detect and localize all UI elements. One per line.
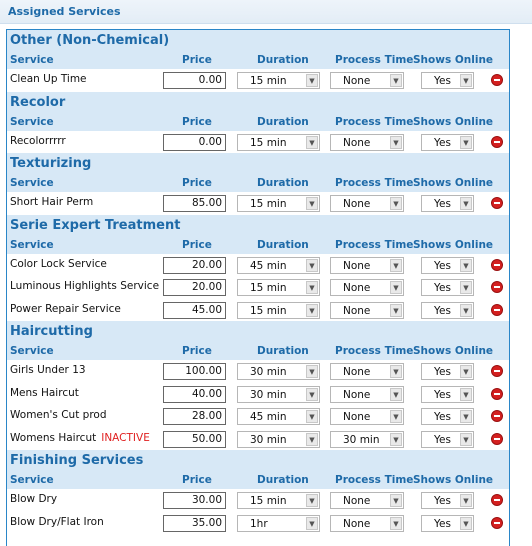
process-time-select-value: None — [343, 495, 371, 507]
section-title: Recolor — [7, 92, 509, 114]
shows-online-select[interactable] — [421, 279, 474, 296]
service-name-text: Mens Haircut — [10, 386, 79, 399]
chevron-down-icon[interactable]: ▼ — [460, 433, 472, 446]
shows-online-select-value: Yes — [434, 366, 451, 378]
chevron-down-icon[interactable]: ▼ — [306, 74, 318, 87]
chevron-down-icon[interactable]: ▼ — [460, 197, 472, 210]
process-time-select-value: None — [343, 259, 371, 272]
remove-icon[interactable] — [491, 197, 503, 209]
service-name-text: Recolorrrrr — [10, 134, 66, 147]
header-process-time: Process Time — [335, 54, 414, 66]
process-time-select[interactable] — [330, 363, 404, 380]
chevron-down-icon[interactable]: ▼ — [390, 365, 402, 378]
status-badge: INACTIVE — [101, 431, 150, 444]
duration-select-value: 30 min — [250, 366, 287, 378]
column-header-row — [7, 343, 509, 360]
chevron-down-icon[interactable]: ▼ — [390, 517, 402, 530]
chevron-down-icon[interactable]: ▼ — [390, 494, 402, 507]
chevron-down-icon[interactable]: ▼ — [390, 74, 402, 87]
header-price: Price — [182, 54, 212, 66]
service-name — [10, 432, 150, 444]
chevron-down-icon[interactable]: ▼ — [460, 304, 472, 317]
header-duration: Duration — [257, 474, 309, 486]
chevron-down-icon[interactable]: ▼ — [306, 433, 318, 446]
price-input[interactable]: 100.00 — [163, 363, 226, 380]
remove-icon[interactable] — [491, 410, 503, 422]
shows-online-select-value: Yes — [434, 198, 451, 210]
price-input[interactable]: 35.00 — [163, 515, 226, 532]
table-row — [7, 383, 509, 406]
price-input[interactable]: 20.00 — [163, 257, 226, 274]
column-header-row — [7, 52, 509, 69]
shows-online-select[interactable] — [421, 134, 474, 151]
header-shows-online: Shows Online — [413, 238, 494, 251]
chevron-down-icon[interactable]: ▼ — [460, 388, 472, 401]
duration-select[interactable] — [237, 257, 320, 274]
column-header-row — [7, 114, 509, 131]
header-duration: Duration — [257, 54, 309, 66]
shows-online-select-value: Yes — [434, 411, 451, 423]
process-time-select[interactable] — [330, 257, 404, 274]
shows-online-select[interactable] — [421, 492, 474, 509]
price-input[interactable]: 20.00 — [163, 279, 226, 296]
process-time-select[interactable] — [330, 515, 404, 532]
shows-online-select[interactable] — [421, 72, 474, 89]
header-service: Service — [10, 345, 54, 357]
chevron-down-icon[interactable]: ▼ — [306, 281, 318, 294]
duration-select-value: 30 min — [250, 388, 287, 401]
shows-online-select[interactable] — [421, 386, 474, 403]
duration-select[interactable] — [237, 386, 320, 403]
duration-select[interactable] — [237, 134, 320, 151]
duration-select-value: 15 min — [250, 282, 287, 294]
header-price: Price — [182, 345, 212, 357]
duration-select-value: 15 min — [250, 75, 287, 87]
table-row — [7, 192, 509, 215]
service-name-text: Blow Dry/Flat Iron — [10, 515, 104, 528]
header-process-time: Process Time — [335, 345, 414, 357]
chevron-down-icon[interactable]: ▼ — [460, 410, 472, 423]
header-shows-online: Shows Online — [413, 177, 494, 189]
header-process-time: Process Time — [335, 177, 414, 189]
duration-select-value: 30 min — [250, 433, 287, 446]
header-service: Service — [10, 474, 54, 486]
table-row — [7, 276, 509, 299]
remove-icon[interactable] — [491, 281, 503, 293]
duration-select-value: 15 min — [250, 136, 287, 149]
shows-online-select-value: Yes — [434, 388, 451, 401]
process-time-select-value: None — [343, 198, 371, 210]
panel-header — [0, 0, 532, 24]
header-process-time: Process Time — [335, 115, 414, 128]
shows-online-select-value: Yes — [434, 136, 451, 149]
shows-online-select[interactable] — [421, 195, 474, 212]
header-price: Price — [182, 115, 212, 128]
duration-select-value: 15 min — [250, 495, 287, 507]
shows-online-select-value: Yes — [434, 517, 451, 530]
remove-icon[interactable] — [491, 259, 503, 271]
duration-select-value: 15 min — [250, 304, 287, 317]
section-title: Serie Expert Treatment — [7, 215, 509, 237]
process-time-select[interactable] — [330, 408, 404, 425]
header-service: Service — [10, 115, 54, 128]
chevron-down-icon[interactable]: ▼ — [306, 197, 318, 210]
header-shows-online: Shows Online — [413, 115, 494, 128]
duration-select[interactable] — [237, 302, 320, 319]
column-header-row — [7, 175, 509, 192]
chevron-down-icon[interactable]: ▼ — [390, 259, 402, 272]
process-time-select[interactable] — [330, 72, 404, 89]
remove-icon[interactable] — [491, 136, 503, 148]
table-row — [7, 360, 509, 383]
remove-icon[interactable] — [491, 304, 503, 316]
process-time-select-value: None — [343, 366, 371, 378]
shows-online-select-value: Yes — [434, 433, 451, 446]
process-time-select[interactable] — [330, 279, 404, 296]
shows-online-select-value: Yes — [434, 304, 451, 317]
service-name — [10, 196, 93, 208]
shows-online-select[interactable] — [421, 408, 474, 425]
shows-online-select[interactable] — [421, 431, 474, 448]
table-row — [7, 131, 509, 154]
process-time-select[interactable] — [330, 302, 404, 319]
process-time-select-value: None — [343, 304, 371, 317]
table-row — [7, 69, 509, 92]
header-duration: Duration — [257, 115, 309, 128]
duration-select[interactable] — [237, 515, 320, 532]
chevron-down-icon[interactable]: ▼ — [460, 136, 472, 149]
assigned-services-list — [6, 29, 510, 546]
shows-online-select-value: Yes — [434, 259, 451, 272]
service-name — [10, 73, 87, 85]
service-name-text: Blow Dry — [10, 493, 58, 505]
process-time-select[interactable] — [330, 431, 404, 448]
service-name — [10, 516, 104, 528]
process-time-select-value: None — [343, 411, 371, 423]
chevron-down-icon[interactable]: ▼ — [306, 410, 318, 423]
chevron-down-icon[interactable]: ▼ — [306, 259, 318, 272]
duration-select[interactable] — [237, 279, 320, 296]
shows-online-select[interactable] — [421, 515, 474, 532]
header-shows-online: Shows Online — [413, 345, 494, 357]
service-name-text: Clean Up Time — [10, 73, 87, 85]
process-time-select[interactable] — [330, 195, 404, 212]
service-name-text: Women's Cut prod — [10, 409, 107, 421]
section-title: Texturizing — [7, 153, 509, 175]
header-process-time: Process Time — [335, 238, 414, 251]
duration-select[interactable] — [237, 363, 320, 380]
table-row — [7, 254, 509, 277]
header-duration: Duration — [257, 238, 309, 251]
header-service: Service — [10, 177, 54, 189]
chevron-down-icon[interactable]: ▼ — [306, 494, 318, 507]
service-name — [10, 303, 121, 315]
section-title: Finishing Services — [7, 450, 509, 472]
price-input[interactable]: 0.00 — [163, 72, 226, 89]
process-time-select-value: None — [343, 136, 371, 149]
header-duration: Duration — [257, 177, 309, 189]
service-name-text: Womens Haircut — [10, 431, 97, 444]
process-time-select-value: 30 min — [343, 433, 380, 446]
price-input[interactable]: 28.00 — [163, 408, 226, 425]
chevron-down-icon[interactable]: ▼ — [390, 304, 402, 317]
remove-icon[interactable] — [491, 74, 503, 86]
section-title: Other (Non-Chemical) — [7, 30, 509, 52]
duration-select[interactable] — [237, 72, 320, 89]
chevron-down-icon[interactable]: ▼ — [390, 388, 402, 401]
price-input[interactable]: 30.00 — [163, 492, 226, 509]
remove-icon[interactable] — [491, 494, 503, 506]
process-time-select-value: None — [343, 517, 371, 530]
chevron-down-icon[interactable]: ▼ — [306, 517, 318, 530]
remove-icon[interactable] — [491, 517, 503, 529]
shows-online-select[interactable] — [421, 302, 474, 319]
process-time-select[interactable] — [330, 492, 404, 509]
chevron-down-icon[interactable]: ▼ — [390, 197, 402, 210]
column-header-row — [7, 472, 509, 489]
service-name — [10, 135, 66, 147]
table-row — [7, 405, 509, 428]
shows-online-select-value: Yes — [434, 75, 451, 87]
chevron-down-icon[interactable]: ▼ — [460, 74, 472, 87]
service-name — [10, 258, 107, 270]
duration-select-value: 1hr — [250, 517, 268, 530]
process-time-select[interactable] — [330, 134, 404, 151]
header-shows-online: Shows Online — [413, 54, 494, 66]
duration-select[interactable] — [237, 431, 320, 448]
panel-title: Assigned Services — [8, 5, 121, 18]
service-name — [10, 387, 79, 399]
header-price: Price — [182, 177, 212, 189]
price-input[interactable]: 85.00 — [163, 195, 226, 212]
process-time-select-value: None — [343, 75, 371, 87]
header-service: Service — [10, 54, 54, 66]
service-name — [10, 493, 57, 505]
chevron-down-icon[interactable]: ▼ — [390, 281, 402, 294]
header-service: Service — [10, 238, 54, 251]
shows-online-select-value: Yes — [434, 282, 451, 294]
chevron-down-icon[interactable]: ▼ — [460, 365, 472, 378]
remove-icon[interactable] — [491, 365, 503, 377]
shows-online-select-value: Yes — [434, 495, 451, 507]
remove-icon[interactable] — [491, 388, 503, 400]
chevron-down-icon[interactable]: ▼ — [306, 388, 318, 401]
table-row — [7, 299, 509, 322]
duration-select[interactable] — [237, 195, 320, 212]
header-price: Price — [182, 474, 212, 486]
header-process-time: Process Time — [335, 474, 414, 486]
process-time-select-value: None — [343, 388, 371, 401]
process-time-select[interactable] — [330, 386, 404, 403]
service-name — [10, 280, 159, 292]
chevron-down-icon[interactable]: ▼ — [390, 410, 402, 423]
chevron-down-icon[interactable]: ▼ — [460, 259, 472, 272]
section-title: Haircutting — [7, 321, 509, 343]
table-row — [7, 512, 509, 535]
price-input[interactable]: 40.00 — [163, 386, 226, 403]
duration-select[interactable] — [237, 408, 320, 425]
chevron-down-icon[interactable]: ▼ — [306, 304, 318, 317]
price-input[interactable]: 45.00 — [163, 302, 226, 319]
chevron-down-icon[interactable]: ▼ — [390, 136, 402, 149]
chevron-down-icon[interactable]: ▼ — [460, 281, 472, 294]
duration-select[interactable] — [237, 492, 320, 509]
duration-select-value: 45 min — [250, 259, 287, 272]
chevron-down-icon[interactable]: ▼ — [460, 517, 472, 530]
header-shows-online: Shows Online — [413, 474, 494, 486]
remove-icon[interactable] — [491, 433, 503, 445]
chevron-down-icon[interactable]: ▼ — [390, 433, 402, 446]
table-row — [7, 428, 509, 451]
shows-online-select[interactable] — [421, 363, 474, 380]
duration-select-value: 45 min — [250, 411, 287, 423]
shows-online-select[interactable] — [421, 257, 474, 274]
chevron-down-icon[interactable]: ▼ — [306, 365, 318, 378]
process-time-select-value: None — [343, 282, 371, 294]
header-duration: Duration — [257, 345, 309, 357]
service-name-text: Luminous Highlights Service — [10, 280, 160, 292]
service-name-text: Power Repair Service — [10, 302, 121, 315]
duration-select-value: 15 min — [250, 198, 287, 210]
service-name-text: Short Hair Perm — [10, 196, 94, 208]
table-row — [7, 489, 509, 512]
service-name — [10, 409, 107, 421]
price-input[interactable]: 50.00 — [163, 431, 226, 448]
chevron-down-icon[interactable]: ▼ — [306, 136, 318, 149]
service-name-text: Girls Under 13 — [10, 364, 86, 376]
column-header-row — [7, 237, 509, 254]
header-price: Price — [182, 238, 212, 251]
service-name-text: Color Lock Service — [10, 257, 107, 270]
service-name — [10, 364, 86, 376]
chevron-down-icon[interactable]: ▼ — [460, 494, 472, 507]
price-input[interactable]: 0.00 — [163, 134, 226, 151]
